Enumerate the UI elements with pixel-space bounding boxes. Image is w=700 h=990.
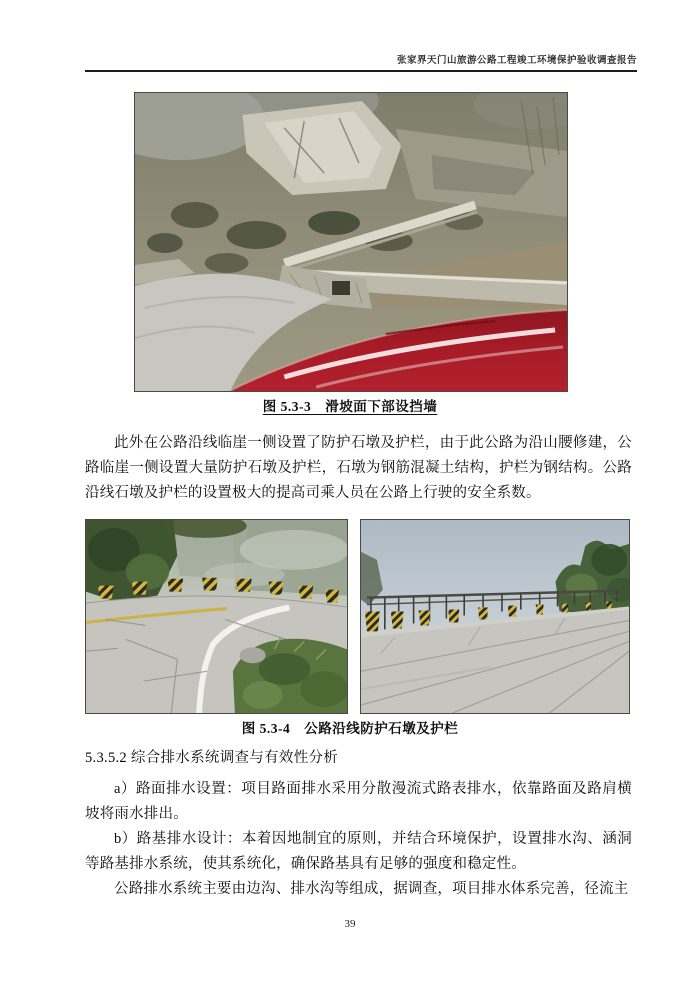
- guardrail-road-image: [361, 520, 629, 713]
- figure-5-3-4-left-photo: [85, 519, 348, 714]
- slope-retaining-wall-image: [135, 93, 567, 391]
- section-heading-5-3-5-2: 5.3.5.2 综合排水系统调查与有效性分析: [85, 750, 339, 766]
- running-header: 张家界天门山旅游公路工程竣工环境保护验收调查报告: [396, 56, 637, 66]
- paragraph-guardrails: 此外在公路沿线临崖一侧设置了防护石墩及护栏，由于此公路为沿山腰修建，公路临崖一侧设置大量防护石墩及护栏，石墩为钢筋混凝土结构，护栏为钢结构。公路沿线石墩及护栏的设置极大的提高司乘人员在公路上行驶的安全系数。: [85, 435, 632, 501]
- paragraph-pavement-drainage: a）路面排水设置：项目路面排水采用分散漫流式路表排水，依靠路面及路肩横坡将雨水排出。: [85, 781, 632, 822]
- curved-road-piers-image: [86, 520, 347, 713]
- figure-5-3-4-caption: 图 5.3-4 公路沿线防护石墩及护栏: [241, 721, 459, 736]
- figure-5-3-4-right-photo: [360, 519, 630, 714]
- figure-5-3-3-caption: 图 5.3-3 滑坡面下部设挡墙: [262, 399, 438, 414]
- header-rule: [85, 70, 637, 72]
- paragraph-drainage-system: 公路排水系统主要由边沟、排水沟等组成，据调查，项目排水体系完善，径流主: [114, 881, 629, 897]
- paragraph-subgrade-drainage: b）路基排水设计：本着因地制宜的原则，并结合环境保护，设置排水沟、涵洞等路基排水系统，使其系统化，确保路基具有足够的强度和稳定性。: [85, 831, 632, 872]
- page-number: 39: [344, 918, 356, 930]
- figure-5-3-3-photo: [134, 92, 568, 392]
